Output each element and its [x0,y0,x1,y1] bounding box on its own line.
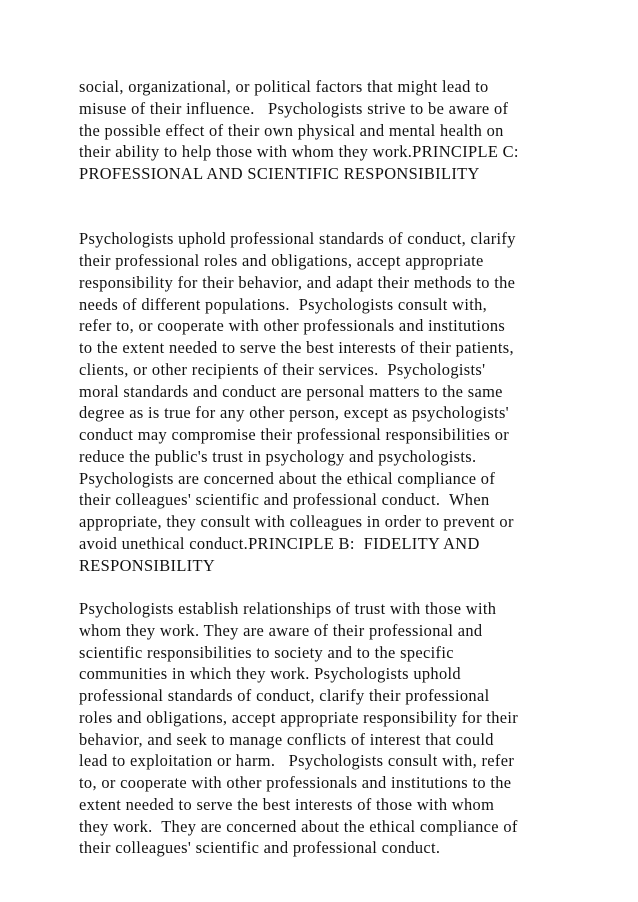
text-line: their colleagues' scientific and professional conduct. When [79,490,490,510]
text-line: the possible effect of their own physical and mental health on [79,120,504,140]
text-line: moral standards and conduct are personal matters to the same [79,381,503,401]
text-line: their ability to help those with whom they work.PRINCIPLE C: [79,142,519,162]
paragraph-gap [79,576,579,598]
paragraph-2 [79,228,579,576]
paragraph-3 [79,598,579,859]
text-line: reduce the public's trust in psychology and psychologists. [79,446,477,466]
section-heading-principle-b: avoid unethical conduct.PRINCIPLE B: FIDELITY AND [79,533,480,553]
text-line: their professional roles and obligations, accept appropriate [79,251,484,270]
text-line: their colleagues' scientific and professional conduct. [79,838,441,858]
section-heading-principle-b-cont: RESPONSIBILITY [79,555,216,575]
text-line: to, or cooperate with other professionals and institutions to the [79,773,512,792]
paragraph-gap [79,185,579,229]
text-line: responsibility for their behavior, and adapt their methods to the [79,272,516,292]
text-line: extent needed to serve the best interests of those with whom [79,794,495,814]
text-line: conduct may compromise their professional responsibilities or [79,425,510,444]
text-line: Psychologists establish relationships of trust with those with [79,599,497,618]
text-line: to the extent needed to serve the best interests of their patients, [79,338,514,357]
text-line: misuse of their influence. Psychologists strive to be aware of [79,98,509,118]
text-line: social, organizational, or political factors that might lead to [79,77,489,96]
text-line: roles and obligations, accept appropriate responsibility for their [79,707,519,727]
paragraph-1 [79,76,579,185]
text-line: appropriate, they consult with colleagues in order to prevent or [79,512,514,531]
text-line: clients, or other recipients of their services. Psychologists' [79,359,486,379]
document-body [79,76,579,859]
text-line: communities in which they work. Psychologists uphold [79,664,461,684]
text-line: whom they work. They are aware of their professional and [79,620,483,640]
text-line: they work. They are concerned about the ethical compliance of [79,816,518,836]
text-line: lead to exploitation or harm. Psychologists consult with, refer [79,751,515,771]
text-line: scientific responsibilities to society and to the specific [79,642,454,662]
section-heading-principle-c: PROFESSIONAL AND SCIENTIFIC RESPONSIBILITY [79,164,480,183]
text-line: degree as is true for any other person, except as psychologists' [79,403,509,423]
text-line: refer to, or cooperate with other professionals and institutions [79,316,506,336]
text-line: behavior, and seek to manage conflicts of interest that could [79,729,494,749]
text-line: Psychologists uphold professional standards of conduct, clarify [79,229,516,249]
text-line: Psychologists are concerned about the ethical compliance of [79,468,496,488]
text-line: professional standards of conduct, clarify their professional [79,686,490,705]
text-line: needs of different populations. Psychologists consult with, [79,294,488,314]
